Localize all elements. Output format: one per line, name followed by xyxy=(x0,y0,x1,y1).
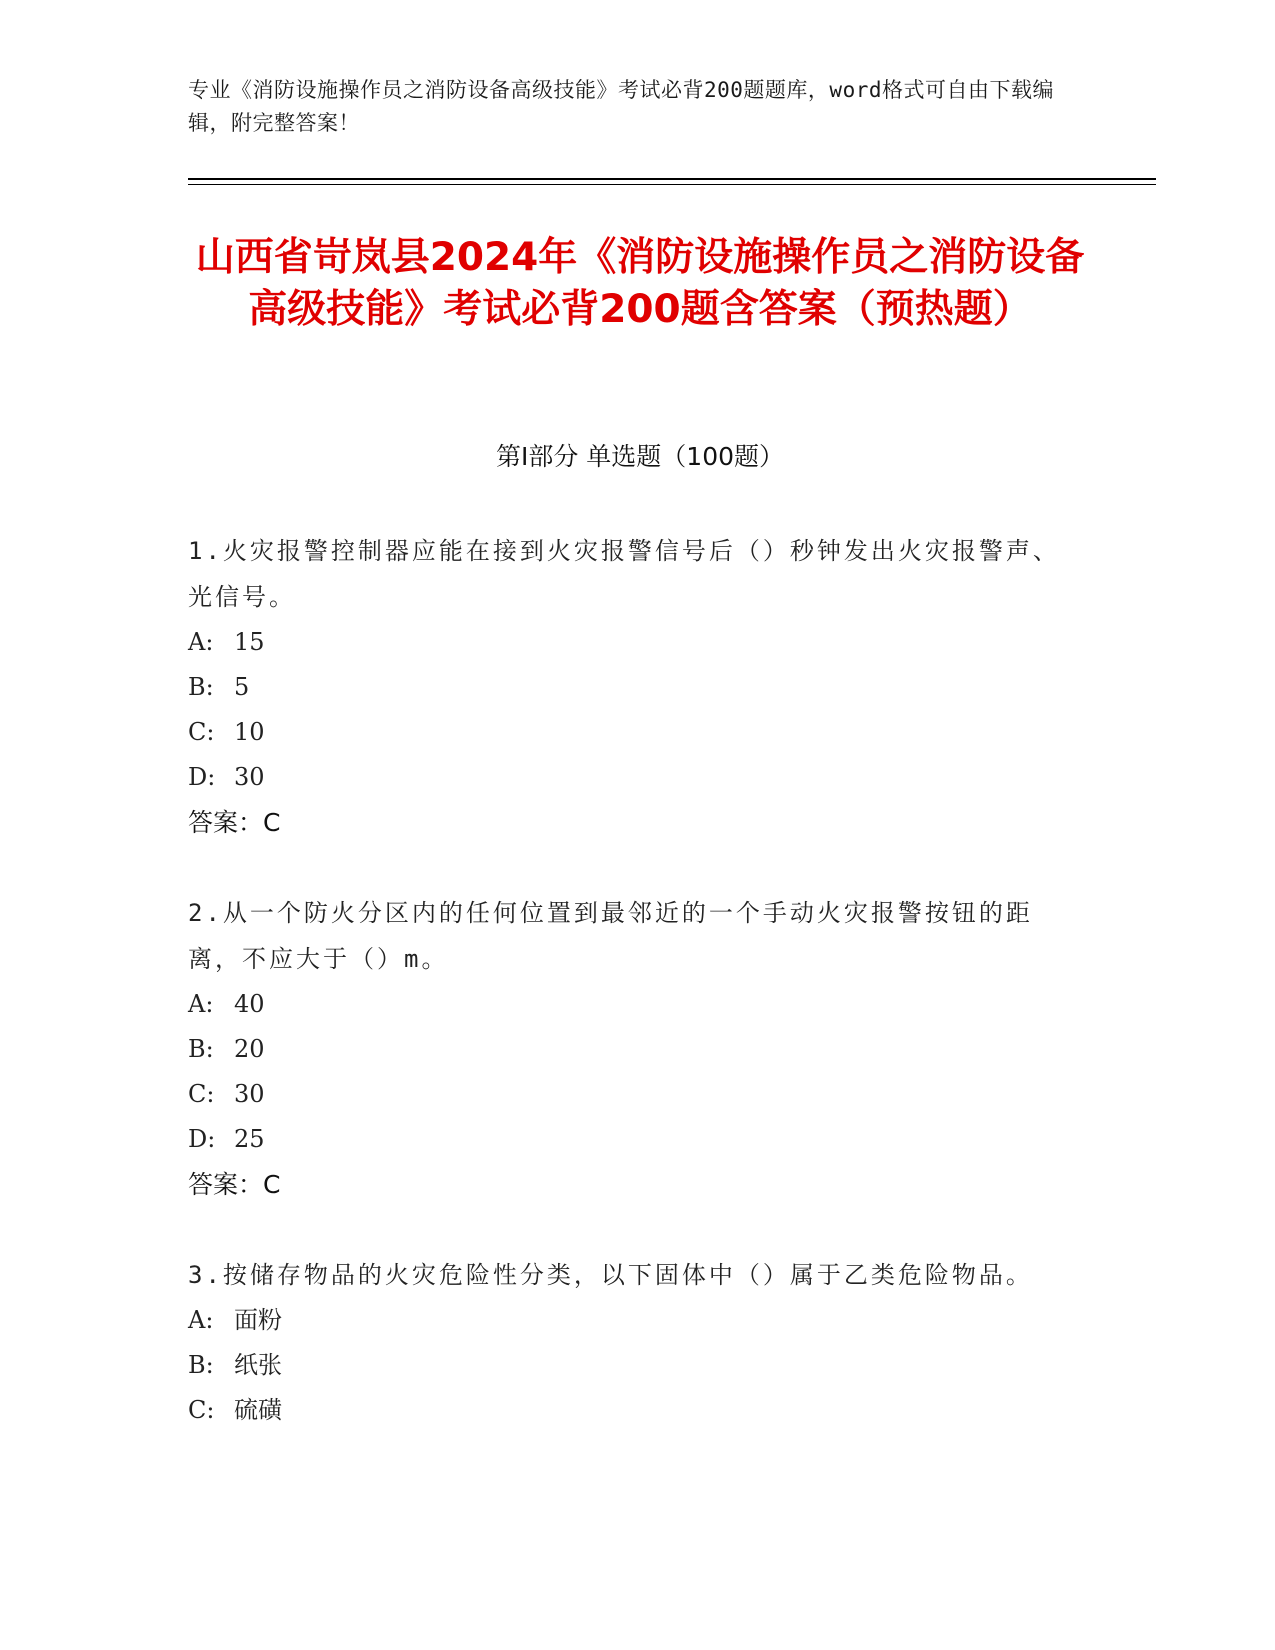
section-heading: 第I部分 单选题（100题） xyxy=(495,442,785,471)
option-value: 硫磺 xyxy=(234,1396,282,1424)
header-divider-thick xyxy=(188,178,1156,180)
document-title: 山西省岢岚县2024年《消防设施操作员之消防设备高级技能》考试必背200题含答案（预热题） xyxy=(195,235,1085,332)
option-value: 30 xyxy=(234,1080,265,1108)
option-key: A: xyxy=(188,990,214,1018)
question-list xyxy=(188,528,1068,1477)
option-key: A: xyxy=(188,1306,214,1334)
option-key: B: xyxy=(188,1035,214,1063)
option-key: A: xyxy=(188,628,214,656)
answer-line: 答案：C xyxy=(188,1170,281,1199)
question-1 xyxy=(188,528,1068,846)
header-note: 专业《消防设施操作员之消防设备高级技能》考试必背200题题库，word格式可自由下载编辑，附完整答案！ xyxy=(188,78,1054,135)
option-c xyxy=(188,710,1068,755)
option-value: 30 xyxy=(234,763,265,791)
option-b xyxy=(188,1343,1068,1388)
option-d xyxy=(188,755,1068,800)
question-3 xyxy=(188,1252,1068,1433)
option-value: 15 xyxy=(234,628,265,656)
option-b xyxy=(188,1027,1068,1072)
question-text: 2.从一个防火分区内的任何位置到最邻近的一个手动火灾报警按钮的距离，不应大于（）m。 xyxy=(188,899,1033,973)
option-key: C: xyxy=(188,1396,215,1424)
option-d xyxy=(188,1117,1068,1162)
option-b xyxy=(188,665,1068,710)
option-key: C: xyxy=(188,718,215,746)
question-text: 1.火灾报警控制器应能在接到火灾报警信号后（）秒钟发出火灾报警声、光信号。 xyxy=(188,537,1060,611)
option-value: 25 xyxy=(234,1125,265,1153)
question-2 xyxy=(188,890,1068,1208)
question-text: 3.按储存物品的火灾危险性分类，以下固体中（）属于乙类危险物品。 xyxy=(188,1261,1033,1289)
answer-line: 答案：C xyxy=(188,808,281,837)
option-value: 面粉 xyxy=(234,1306,282,1334)
option-key: B: xyxy=(188,673,214,701)
option-value: 40 xyxy=(234,990,265,1018)
option-a xyxy=(188,1298,1068,1343)
option-key: B: xyxy=(188,1351,214,1379)
option-a xyxy=(188,982,1068,1027)
option-key: C: xyxy=(188,1080,215,1108)
option-key: D: xyxy=(188,763,216,791)
option-key: D: xyxy=(188,1125,216,1153)
option-c xyxy=(188,1072,1068,1117)
option-a xyxy=(188,620,1068,665)
option-c xyxy=(188,1388,1068,1433)
header-divider-thin xyxy=(188,184,1156,185)
option-value: 10 xyxy=(234,718,265,746)
option-value: 20 xyxy=(234,1035,265,1063)
option-value: 纸张 xyxy=(234,1351,282,1379)
option-value: 5 xyxy=(234,673,250,701)
